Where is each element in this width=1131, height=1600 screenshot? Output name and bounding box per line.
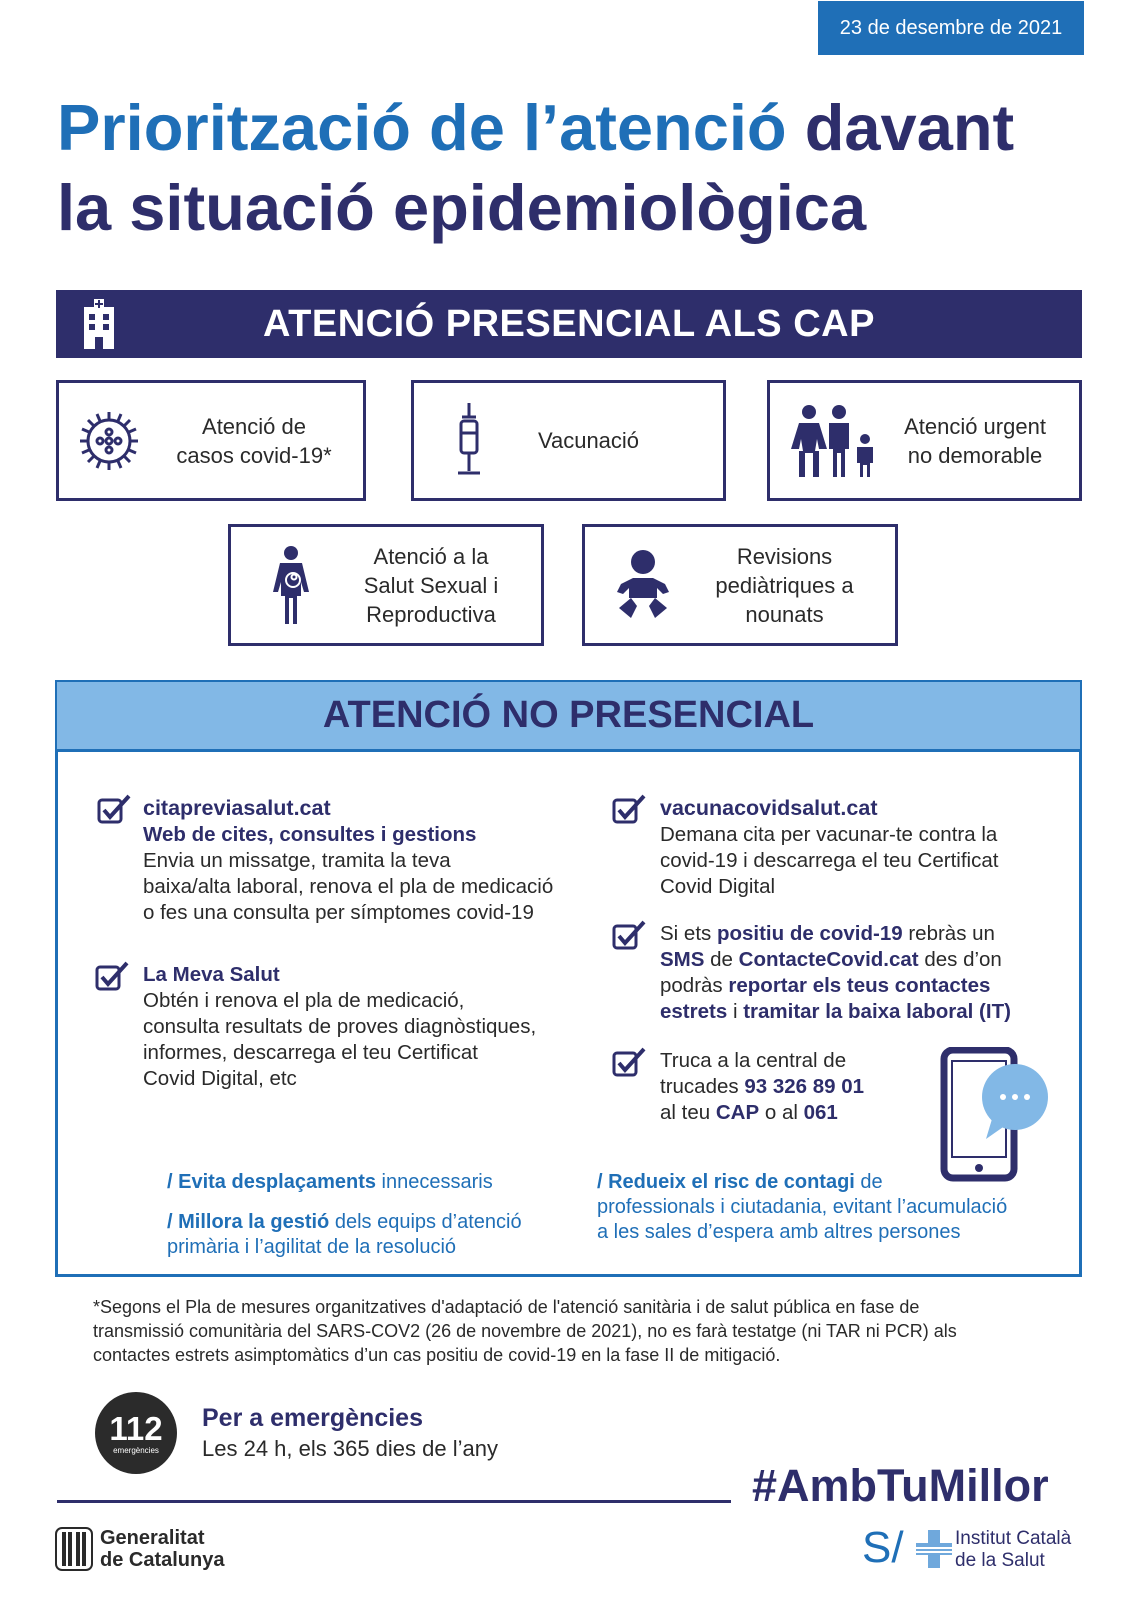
date-badge xyxy=(818,1,1084,55)
citaprevia-subtitle: Web de cites, consultes i gestions xyxy=(143,823,477,846)
generalitat-line-2: de Catalunya xyxy=(100,1549,225,1571)
meva-salut-title: La Meva Salut xyxy=(143,963,280,986)
hashtag: #AmbTuMillor xyxy=(752,1460,1049,1511)
phone-number-061[interactable]: 061 xyxy=(803,1101,838,1124)
truca-cap: CAP xyxy=(715,1101,760,1124)
service-label-sexual-health: Atenció a la Salut Sexual i Reproductiva xyxy=(363,543,499,627)
ics-logo-text xyxy=(955,1528,1071,1572)
presencial-heading: ATENCIÓ PRESENCIAL ALS CAP xyxy=(263,302,875,345)
checkbox-icon xyxy=(612,920,648,952)
meva-salut-line-1: Obtén i renova el pla de medicació, xyxy=(143,989,465,1012)
checkbox-icon xyxy=(95,961,131,993)
checkbox-icon xyxy=(612,1047,648,1079)
citaprevia-line-1: Envia un missatge, tramita la teva xyxy=(143,849,451,872)
positiu-bold: positiu de covid-19 xyxy=(716,922,903,945)
truca-text: o al xyxy=(759,1101,804,1124)
item-citaprevia xyxy=(143,795,553,926)
positiu-text: Si ets xyxy=(660,922,717,945)
ics-cross-icon xyxy=(916,1530,952,1568)
footnote-line-3: contactes estrets asimptomàtics d’un cas positiu de covid-19 en la fase II de mitigació. xyxy=(93,1345,781,1365)
positiu-text: podràs xyxy=(660,974,729,997)
benefit-contagion xyxy=(597,1170,1007,1245)
emergency-number-caption: emergències xyxy=(113,1445,159,1455)
positiu-bold: SMS xyxy=(660,948,705,971)
benefit-text: innecessaris xyxy=(375,1171,493,1193)
no-presencial-heading: ATENCIÓ NO PRESENCIAL xyxy=(322,694,815,736)
service-label-vaccination: Vacunació xyxy=(537,428,640,453)
benefit-management xyxy=(167,1210,522,1260)
no-presencial-heading-band xyxy=(57,682,1080,752)
vacuna-link[interactable]: vacunacovidsalut.cat xyxy=(660,796,878,820)
benefit-displacements xyxy=(167,1170,493,1195)
positiu-bold: estrets xyxy=(660,1000,728,1023)
positiu-bold: tramitar la baixa laboral (IT) xyxy=(743,1000,1011,1023)
emergency-title: Per a emergències xyxy=(202,1404,423,1432)
virus-icon xyxy=(59,408,159,474)
item-truca xyxy=(660,1048,864,1126)
positiu-bold: reportar els teus contactes xyxy=(728,974,991,997)
item-meva-salut xyxy=(143,962,536,1092)
vacuna-line-1: Demana cita per vacunar-te contra la xyxy=(660,823,998,846)
benefit-text: professionals i ciutadania, evitant l’acumulació xyxy=(597,1196,1008,1218)
phone-number[interactable]: 93 326 89 01 xyxy=(744,1075,865,1098)
emergency-112-badge xyxy=(95,1392,177,1474)
citaprevia-line-2: baixa/alta laboral, renova el pla de medicació xyxy=(143,875,554,898)
positiu-text: des d’on xyxy=(918,948,1002,971)
smartphone-chat-icon xyxy=(940,1047,1052,1183)
service-box-pediatric xyxy=(582,524,898,646)
syringe-icon xyxy=(414,403,524,479)
meva-salut-line-3: informes, descarrega el teu Certificat xyxy=(143,1041,478,1064)
title-dark-part-2: la situació epidemiològica xyxy=(57,171,867,244)
service-box-vaccination xyxy=(411,380,726,501)
positiu-text: rebràs un xyxy=(902,922,995,945)
service-box-covid xyxy=(56,380,366,501)
generalitat-logo-icon xyxy=(55,1527,93,1571)
presencial-heading-band xyxy=(56,290,1082,358)
citaprevia-link[interactable]: citapreviasalut.cat xyxy=(143,796,331,820)
service-label-pediatric: Revisions pediàtriques a nounats xyxy=(715,543,854,627)
item-vacuna xyxy=(660,795,998,900)
truca-line-1: Truca a la central de xyxy=(660,1049,847,1072)
footnote xyxy=(93,1295,1053,1367)
positiu-text: i xyxy=(727,1000,744,1023)
citaprevia-line-3: o fes una consulta per símptomes covid-19 xyxy=(143,901,534,924)
emergency-subtitle: Les 24 h, els 365 dies de l’any xyxy=(202,1436,498,1461)
date-text: 23 de desembre de 2021 xyxy=(839,16,1063,39)
truca-text: al teu xyxy=(660,1101,716,1124)
benefit-text: dels equips d’atenció xyxy=(329,1211,522,1233)
service-label-urgent: Atenció urgent no demorable xyxy=(904,413,1046,468)
benefit-bold: / Millora la gestió xyxy=(167,1211,330,1233)
ics-line-2: de la Salut xyxy=(955,1550,1045,1571)
baby-icon xyxy=(585,550,700,620)
generalitat-line-1: Generalitat xyxy=(100,1527,205,1549)
page-title xyxy=(57,88,1097,248)
benefit-text: a les sales d’espera amb altres persones xyxy=(597,1221,961,1243)
emergency-number: 112 xyxy=(109,1409,163,1447)
generalitat-logo-text xyxy=(100,1527,224,1571)
vacuna-line-2: covid-19 i descarrega el teu Certificat xyxy=(660,849,999,872)
family-icon xyxy=(770,405,887,477)
benefit-bold: / Evita desplaçaments xyxy=(167,1171,376,1193)
ics-logo-mark: S/ xyxy=(862,1523,904,1572)
checkbox-icon xyxy=(612,794,648,826)
vacuna-line-3: Covid Digital xyxy=(660,875,776,898)
meva-salut-line-2: consulta resultats de proves diagnòstiques, xyxy=(143,1015,537,1038)
footnote-line-1: *Segons el Pla de mesures organitzatives d'adaptació de l'atenció sanitària i de salut pública en fase de xyxy=(93,1297,920,1317)
ics-line-1: Institut Català xyxy=(955,1528,1072,1549)
service-box-sexual-health xyxy=(228,524,544,646)
divider xyxy=(57,1500,731,1503)
title-dark-part-1: davant xyxy=(804,91,1015,164)
checkbox-icon xyxy=(97,794,133,826)
positiu-bold: ContacteCovid.cat xyxy=(738,948,919,971)
footnote-line-2: transmissió comunitària del SARS-COV2 (26 de novembre de 2021), no es farà testatge (ni TAR ni PCR) als xyxy=(93,1321,957,1341)
service-box-urgent xyxy=(767,380,1082,501)
benefit-text: de xyxy=(854,1171,883,1193)
pregnant-woman-icon xyxy=(231,546,351,624)
truca-text: trucades xyxy=(660,1075,745,1098)
item-positiu xyxy=(660,921,1011,1025)
service-label-covid: Atenció de casos covid-19* xyxy=(176,413,332,468)
meva-salut-line-4: Covid Digital, etc xyxy=(143,1067,297,1090)
benefit-text: primària i l’agilitat de la resolució xyxy=(167,1236,457,1258)
positiu-text: de xyxy=(704,948,739,971)
benefit-bold: / Redueix el risc de contagi xyxy=(597,1171,855,1193)
building-icon xyxy=(82,299,116,349)
title-blue-part: Priorització de l’atenció xyxy=(57,91,787,164)
